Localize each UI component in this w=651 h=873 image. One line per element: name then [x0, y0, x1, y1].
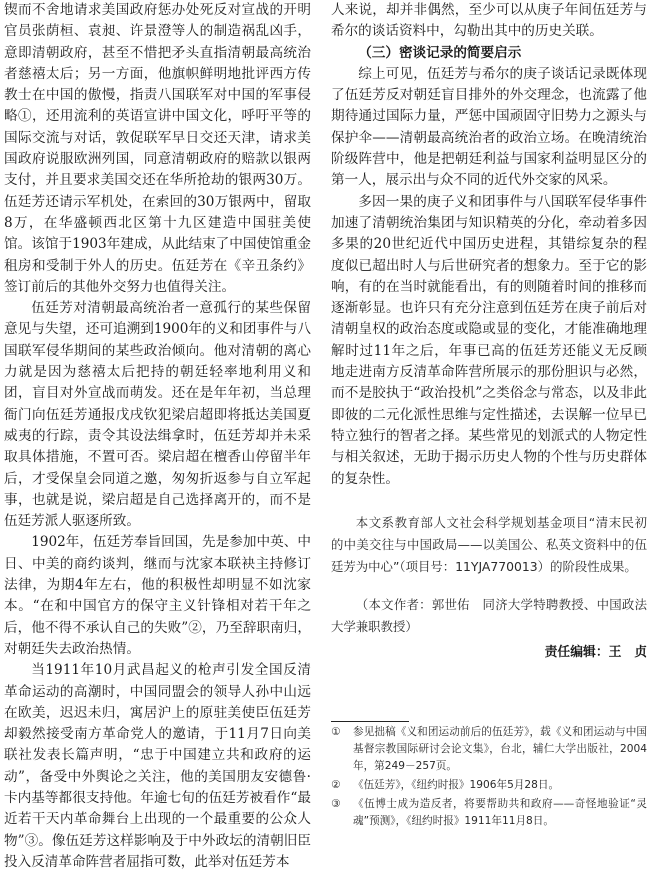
footnote-text: 《伍廷芳》，《纽约时报》1906年5月28日。: [353, 779, 560, 792]
footnote-1: [331, 724, 647, 775]
body-paragraph-5: 综上可见，伍廷芳与希尔的庚子谈话记录既体现了伍廷芳反对朝廷盲目排外的外交理念，也流露了他期待通过国际力量，严惩中国顽固守旧势力之源头与保护伞——清朝最高统治者的政治立场。在晚清统治阶级阵营中，他是把朝廷利益与国家利益明显区分的第一人，展示出与众不同的近代外交家的风采。: [331, 65, 647, 189]
footnote-mark: ①: [331, 726, 341, 739]
footnote-mark: ③: [331, 798, 341, 811]
footnote-text: 《伍博士成为造反者，将要帮助共和政府——奇怪地验证“灵魂”预测》，《纽约时报》1911年11月8日。: [353, 798, 647, 828]
left-column: [4, 0, 311, 870]
body-paragraph-6: 多因一果的庚子义和团事件与八国联军侵华事件加速了清朝统治集团与知识精英的分化，牵动着多因多果的20世纪近代中国历史进程，其错综复杂的程度似已超出时人与后世研究者的想象力。至于它的影响，有的在当时就能看出，有的则随着时间的推移而逐渐彰显。也许只有充分注意到伍廷芳在庚子前后对清朝皇权的政治态度或隐或显的变化，才能准确地理解时过11年之后，年事已高的伍廷芳还能义无反顾地走进南方反清革命阵营所展示的那份胆识与必然，而不是胶执于“政治投机”之类俗念与常态，以及非此即彼的二元化派性思维与定性描述，去误解一位早已特立独行的智者之择。某些常见的划派式的人物定性与相关叙述，无助于揭示历史人物的个性与历史群体的复杂性。: [331, 193, 647, 487]
continued-paragraph: 人来说，却并非偶然，至少可以从庚子年间伍廷芳与希尔的谈话资料中，勾勒出其中的历史关联。: [331, 2, 647, 40]
responsible-editor: 责任编辑：王 贞: [544, 644, 647, 660]
footnote-divider: [331, 721, 409, 722]
body-paragraph-4: 当1911年10月武昌起义的枪声引发全国反清革命运动的高潮时，中国同盟会的领导人孙中山远在欧美，迟迟未归，寓居沪上的原驻美使臣伍廷芳却毅然接受南方革命党人的邀请，于11月7日向美联社发表长篇声明，“忠于中国建立共和政府的运动”，备受中外舆论之关注，他的美国朋友安德鲁·卡内基等都很支持他。年逾七旬的伍廷芳被看作“最近若干天内革命舞台上出现的一个最重要的公众人物”③。像伍廷芳这样影响及于中外政坛的清朝旧臣投入反清革命阵营者屈指可数，此举对伍廷芳本: [4, 662, 311, 870]
footnote-3: [331, 796, 647, 830]
body-paragraph-2: 伍廷芳对清朝最高统治者一意孤行的某些保留意见与失望，还可追溯到1900年的义和团事件与八国联军侵华期间的某些政治倾向。他对清朝的离心力就是因为慈禧太后把持的朝廷轻率地利用义和团，盲目对外宣战而萌发。还在是年年初，当总理衙门向伍廷芳通报戊戌钦犯梁启超即将抵达美国夏威夷的行踪，责令其设法缉拿时，伍廷芳却并未采取具体措施，不置可否。梁启超在檀香山停留半年后，才受保皇会同道之邀，匆匆折返参与自立军起事，也就是说，梁启超是自己选择离开的，而不是伍廷芳派人驱逐所致。: [4, 300, 311, 530]
section-heading: （三）密谈记录的简要启示: [358, 44, 522, 61]
footnote-text: 参见拙稿《义和团运动前后的伍廷芳》，载《义和团运动与中国基督宗教国际研讨会论文集》，台北，辅仁大学出版社，2004年，第249－257页。: [353, 726, 647, 773]
project-funding-note: 本文系教育部人文社会科学规划基金项目“清末民初的中美交往与中国政局——以美国公、私英文资料中的伍廷芳为中心”（项目号：11YJA770013）的阶段性成果。: [331, 514, 647, 574]
footnote-mark: ②: [331, 779, 341, 792]
body-paragraph-1: 锲而不舍地请求美国政府惩办处死反对宣战的开明官员张荫桓、袁昶、许景澄等人的制造祸乱凶手，意即清朝政府，甚至不惜把矛头直指清朝最高统治者慈禧太后；另一方面，他旗帜鲜明地批评西方传教士在中国的傲慢，指责八国联军对中国的军事侵略①，还用流利的英语宣讲中国文化，呼吁平等的国际交流与对话，敦促联军早日交还天津，请求美国政府说服欧洲列国，同意清朝政府的赔款以银两支付，并且要求美国交还在华所抢劫的银两30万。伍廷芳还请示军机处，在索回的30万银两中，留取8万，在华盛顿西北区第十九区建造中国驻美使馆。该馆于1903年建成，从此结束了中国使馆重金租房和受制于外人的历史。伍廷芳在《辛丑条约》签订前后的其他外交努力也值得关注。: [4, 2, 311, 295]
right-column: [331, 0, 647, 834]
footnote-2: [331, 777, 647, 794]
body-paragraph-3: 1902年，伍廷芳奉旨回国，先是参加中英、中日、中美的商约谈判，继而与沈家本联袂主持修订法律，为期4年左右，他的积极性却明显不如沈家本。“在和中国官方的保守主义针锋相对若干年之后，他不得不承认自己的失败”②，乃至辞职南归，对朝廷失去政治热情。: [4, 534, 311, 657]
author-info: （本文作者：郭世佑 同济大学特聘教授、中国政法大学兼职教授）: [331, 596, 647, 634]
